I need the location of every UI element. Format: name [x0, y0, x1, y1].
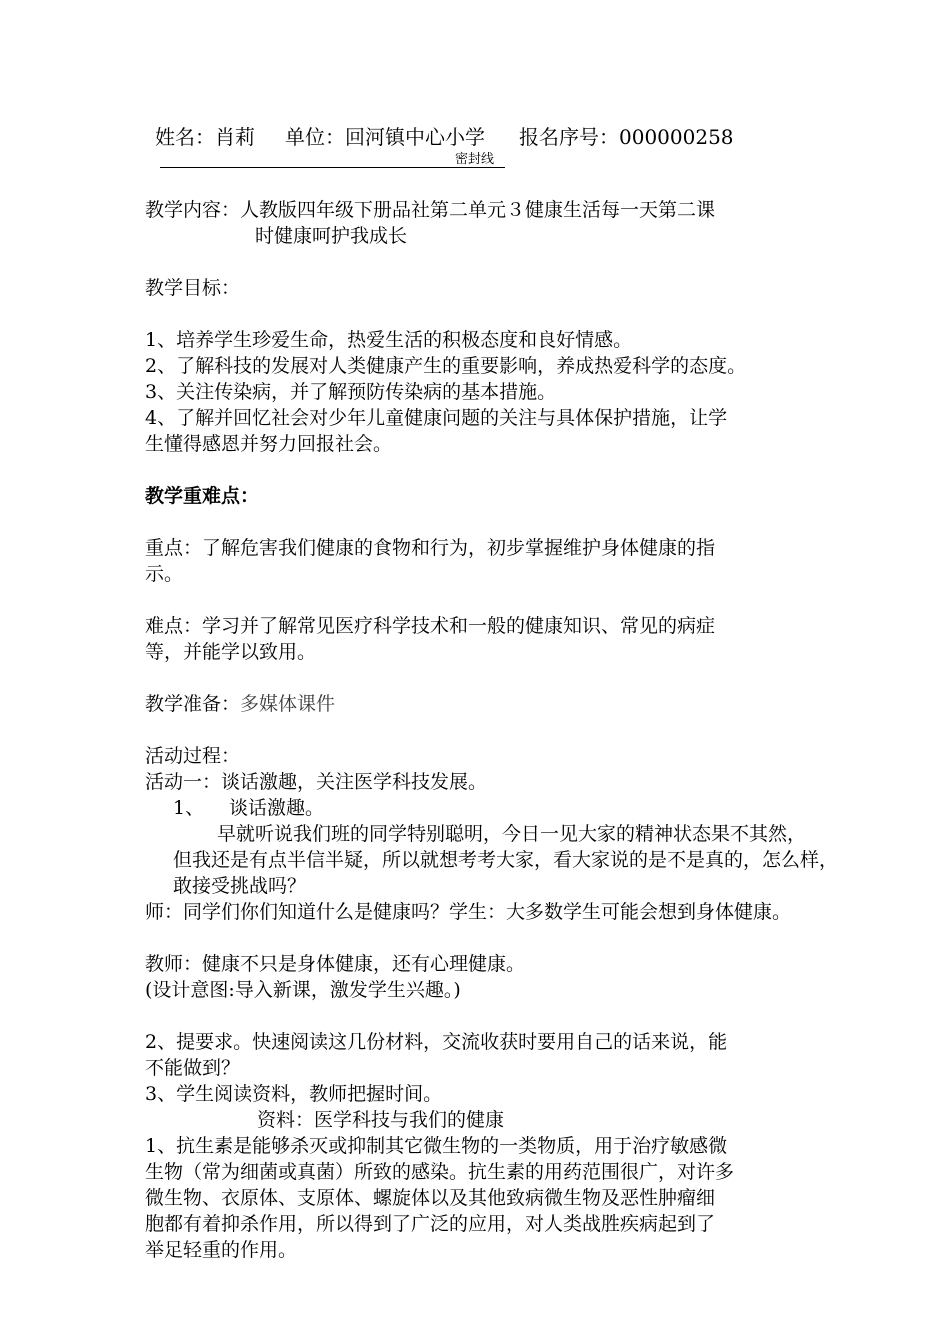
- teaching-prep-value: 多媒体课件: [240, 693, 336, 715]
- material-line: 举足轻重的作用。: [145, 1239, 298, 1261]
- key-point-line1: 重点：了解危害我们健康的食物和行为，初步掌握维护身体健康的指: [145, 537, 716, 559]
- design-note: (设计意图:导入新课，激发学生兴趣。): [145, 979, 461, 1001]
- material-line: 胞都有着抑杀作用，所以得到了广泛的应用，对人类战胜疾病起到了: [145, 1213, 716, 1235]
- teaching-content-line2: 时健康呵护我成长: [255, 225, 408, 247]
- story-line2: 但我还是有点半信半疑，所以就想考考大家，看大家说的是不是真的，怎么样，: [173, 849, 839, 871]
- lesson-plan-body: [145, 197, 839, 1263]
- activity-one: 活动一：谈话激趣，关注医学科技发展。: [145, 771, 488, 793]
- story-line1: 早就听说我们班的同学特别聪明，今日一见大家的精神状态果不其然，: [217, 823, 807, 845]
- process-title: 活动过程：: [145, 745, 241, 767]
- step-one-number: 1、: [173, 797, 205, 819]
- teaching-prep-label: 教学准备：: [145, 693, 241, 715]
- registration-number: 报名序号：000000258: [519, 125, 734, 149]
- teaching-content-line1: [145, 197, 810, 223]
- step-two-line2: 不能做到？: [145, 1057, 241, 1079]
- step-one-text: 谈话激趣。: [229, 797, 325, 819]
- candidate-name: 姓名：肖莉: [155, 125, 255, 149]
- goal-item: 3、关注传染病，并了解预防传染病的基本措施。: [145, 381, 557, 403]
- goal-item: 2、了解科技的发展对人类健康产生的重要影响，养成热爱科学的态度。: [145, 355, 747, 377]
- goals-title: 教学目标：: [145, 277, 241, 299]
- step-one: [145, 795, 810, 821]
- material-line: 微生物、衣原体、支原体、螺旋体以及其他致病微生物及恶性肿瘤细: [145, 1187, 716, 1209]
- teaching-content-label: 教学内容：: [145, 199, 241, 221]
- key-point-line2: 示。: [145, 563, 184, 585]
- seal-line-label: 密封线: [455, 152, 495, 167]
- goal-item: 1、培养学生珍爱生命，热爱生活的积极态度和良好情感。: [145, 329, 633, 351]
- teaching-prep: [145, 691, 810, 717]
- teacher-statement: 教师：健康不只是身体健康，还有心理健康。: [145, 953, 526, 975]
- goal-item: 4、了解并回忆社会对少年儿童健康问题的关注与具体保护措施，让学: [145, 407, 728, 429]
- material-title: 资料：医学科技与我们的健康: [257, 1109, 505, 1131]
- difficult-point-line2: 等，并能学以致用。: [145, 641, 317, 663]
- seal-line-rule: [160, 167, 505, 168]
- story-line3: 敢接受挑战吗？: [173, 875, 307, 897]
- key-difficult-title: 教学重难点：: [145, 485, 260, 507]
- material-line: 生物（常为细菌或真菌）所致的感染。抗生素的用药范围很广，对许多: [145, 1161, 735, 1183]
- teaching-content-value: 人教版四年级下册品社第二单元３健康生活每一天第二课: [240, 199, 716, 221]
- material-line: 1、抗生素是能够杀灭或抑制其它微生物的一类物质，用于治疗敏感微: [145, 1135, 728, 1157]
- candidate-unit: 单位：回河镇中心小学: [285, 125, 485, 149]
- difficult-point-line1: 难点：学习并了解常见医疗科学技术和一般的健康知识、常见的病症: [145, 615, 716, 637]
- goal-item: 生懂得感恩并努力回报社会。: [145, 433, 393, 455]
- step-three: 3、学生阅读资料，教师把握时间。: [145, 1083, 443, 1105]
- step-two-line1: 2、提要求。快速阅读这几份材料，交流收获时要用自己的话来说，能: [145, 1031, 728, 1053]
- teacher-question: 师：同学们你们知道什么是健康吗？学生：大多数学生可能会想到身体健康。: [145, 901, 792, 923]
- candidate-header: [155, 122, 734, 152]
